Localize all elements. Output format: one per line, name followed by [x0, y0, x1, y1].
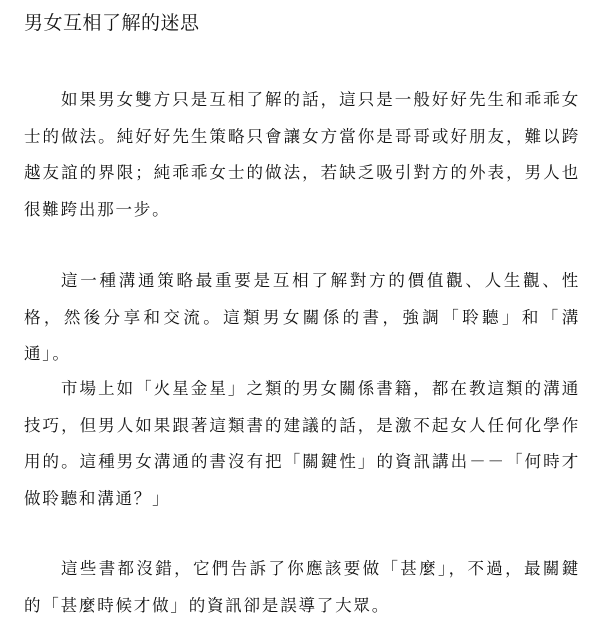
paragraph-3: 市場上如「火星金星」之類的男女關係書籍，都在教這類的溝通技巧，但男人如果跟著這類書的建議的話，是激不起女人任何化學作用的。這種男女溝通的書沒有把「關鍵性」的資訊講出－－「何時才做聆聽和溝通？」	[24, 379, 580, 508]
document-title: 男女互相了解的迷思	[24, 12, 200, 34]
paragraph-2: 這一種溝通策略最重要是互相了解對方的價值觀、人生觀、性格，然後分享和交流。這類男女關係的書，強調「聆聽」和「溝通」。	[24, 271, 580, 363]
paragraph-1: 如果男女雙方只是互相了解的話，這只是一般好好先生和乖乖女士的做法。純好好先生策略只會讓女方當你是哥哥或好朋友，難以跨越友誼的界限；純乖乖女士的做法，若缺乏吸引對方的外表，男人也很難跨出那一步。	[24, 90, 580, 219]
paragraph-4: 這些書都沒錯，它們告訴了你應該要做「甚麼」，不過，最關鍵的「甚麼時候才做」的資訊卻是誤導了大眾。	[24, 559, 580, 615]
